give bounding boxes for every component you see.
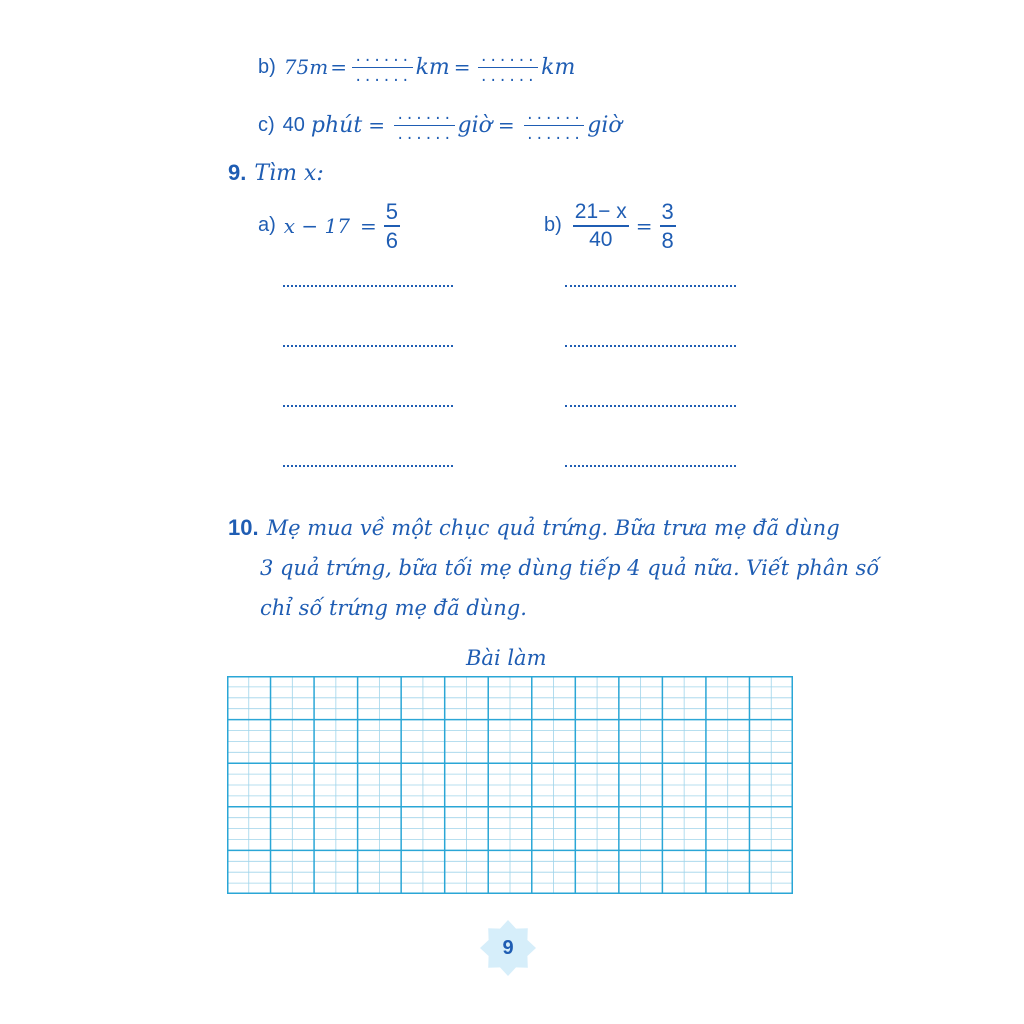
answer-line[interactable]	[283, 405, 453, 407]
equals-sign: =	[497, 113, 515, 138]
answer-line[interactable]	[565, 285, 736, 287]
answer-line[interactable]	[283, 285, 453, 287]
question-9-heading	[228, 160, 324, 186]
equals-sign: =	[368, 113, 385, 138]
conversion-c-lhs: 40	[282, 113, 305, 136]
equals-sign: =	[360, 213, 377, 238]
question-9a	[258, 200, 403, 252]
equals-sign: =	[635, 213, 653, 238]
fraction-3-8: $\frac{3}{8}$	[661, 199, 674, 253]
unit-hours: giờ	[587, 112, 622, 138]
fraction-21-minus-x-over-40: $\frac{21- x}{40}$	[574, 200, 627, 251]
answer-line[interactable]	[565, 405, 736, 407]
conversion-c-label: c)	[258, 113, 275, 136]
grid-lines	[227, 676, 793, 894]
page-number: 9	[502, 936, 514, 959]
conversion-c	[258, 108, 622, 143]
blank-fraction: $\frac{......}{......}$	[479, 49, 537, 86]
question-10-line-2: 3 quả trứng, bữa tối mẹ dùng tiếp 4 quả nữa. Viết phân số	[260, 556, 880, 580]
conversion-b-label: b)	[258, 55, 276, 78]
fraction-5-6: $\frac{5}{6}$	[385, 199, 399, 253]
conversion-b	[258, 50, 575, 85]
equals-sign: =	[453, 55, 471, 80]
answer-line[interactable]	[565, 345, 736, 347]
unit-minutes: phút	[310, 112, 363, 138]
question-9a-expression: x − 17	[283, 213, 350, 238]
answer-line[interactable]	[565, 465, 736, 467]
question-10-number: 10.	[228, 515, 259, 540]
work-title: Bài làm	[466, 646, 547, 670]
unit-hours: giờ	[457, 112, 492, 138]
question-9a-label: a)	[258, 214, 276, 237]
page-number-badge	[479, 919, 537, 977]
question-9-title: Tìm x:	[254, 160, 324, 186]
conversion-b-lhs: 75m	[283, 55, 329, 80]
question-9b-label: b)	[544, 214, 562, 237]
question-10-line-3: chỉ số trứng mẹ đã dùng.	[260, 596, 527, 620]
unit-km: km	[541, 54, 576, 80]
blank-fraction: $\frac{......}{......}$	[525, 107, 583, 144]
answer-line[interactable]	[283, 345, 453, 347]
question-9b	[544, 200, 679, 252]
unit-km: km	[415, 54, 450, 80]
blank-fraction: $\frac{......}{......}$	[395, 107, 453, 144]
blank-fraction: $\frac{......}{......}$	[353, 49, 411, 86]
answer-grid[interactable]	[227, 676, 793, 894]
question-10-line-1: 10. Mẹ mua về một chục quả trứng. Bữa trưa mẹ đã dùng	[228, 515, 840, 540]
answer-line[interactable]	[283, 465, 453, 467]
equals-sign: =	[330, 55, 347, 80]
question-9-number: 9.	[228, 160, 247, 185]
